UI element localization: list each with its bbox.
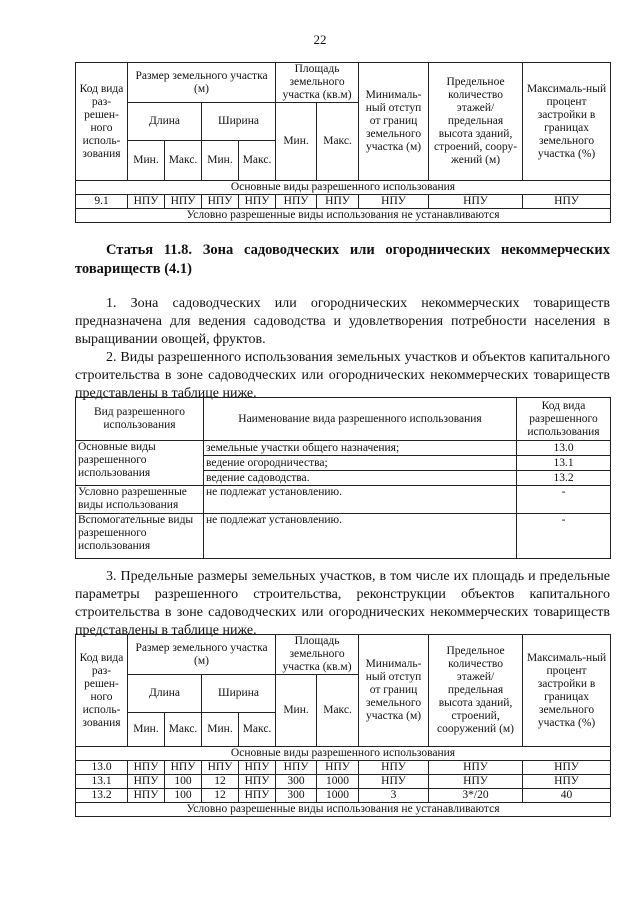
header-length-min: Мин. — [128, 141, 165, 181]
table-row — [76, 441, 611, 456]
table-cell: 3*/20 — [429, 789, 523, 803]
header-length: Длина — [128, 103, 202, 141]
table-cell: земельные участки общего назначения; — [204, 441, 517, 456]
section-main-heading: Основные виды разрешенного использования — [76, 181, 611, 195]
header-setback: Минималь-ный отступ от границ земельного участка (м) — [359, 63, 429, 181]
table-cell: НПУ — [239, 789, 276, 803]
header-coverage: Максималь-ный процент застройки в границах земельного участка (%) — [523, 635, 611, 747]
table-cell: НПУ — [128, 195, 165, 209]
table-cell: НПУ — [317, 195, 359, 209]
header-area-max: Макс. — [317, 103, 359, 181]
table-cell: 40 — [523, 789, 611, 803]
table-cell: 100 — [165, 775, 202, 789]
table-cell: НПУ — [429, 761, 523, 775]
header-use-code: Код вида разрешенного использования — [517, 398, 611, 441]
page-number: 22 — [313, 32, 327, 47]
header-area-max: Макс. — [317, 675, 359, 747]
header-length-min: Мин. — [128, 713, 165, 747]
header-coverage: Максималь-ный процент застройки в границах земельного участка (%) — [523, 63, 611, 181]
auxiliary-uses-label: Вспомогательные виды разрешенного использования — [76, 514, 204, 559]
header-width-max: Макс. — [239, 713, 276, 747]
table-cell: НПУ — [429, 195, 523, 209]
table-cell: 12 — [202, 789, 239, 803]
parameters-table-top — [75, 62, 611, 223]
table-cell: 13.0 — [517, 441, 611, 456]
header-width-min: Мин. — [202, 713, 239, 747]
section-conditional-heading: Условно разрешенные виды использования не устанавливаются — [76, 803, 611, 817]
header-floors: Предельное количество этажей/ предельная высота зданий, строений, сооружений (м) — [429, 635, 523, 747]
paragraph-2: 2. Виды разрешенного использования земельных участков и объектов капитального строительства в зоне садоводческих или огороднических некоммерческих товариществ представлены в таблице ниже. — [75, 350, 610, 401]
table-cell: НПУ — [359, 761, 429, 775]
table-cell: ведение садоводства. — [204, 471, 517, 486]
permitted-uses-table — [75, 397, 611, 559]
table-cell: 13.1 — [76, 775, 128, 789]
paragraph-1: 1. Зона садоводческих или огороднических некоммерческих товариществ предназначена для ведения садоводства и удовлетворения потребности населения в выращивании овощей, фруктов. — [75, 296, 610, 347]
paragraph-3: 3. Предельные размеры земельных участков, в том числе их площадь и предельные параметры разрешенного строительства, реконструкции объектов капитального строительства в зоне садоводческих или огороднических некоммерческих товариществ представлены в таблице ниже. — [75, 569, 610, 638]
table-row — [76, 761, 611, 775]
table-cell: НПУ — [202, 761, 239, 775]
table-row — [76, 195, 611, 209]
table-cell: 13.2 — [517, 471, 611, 486]
table-cell: 9.1 — [76, 195, 128, 209]
section-main-heading: Основные виды разрешенного использования — [76, 747, 611, 761]
table-row — [76, 775, 611, 789]
table-cell: НПУ — [165, 195, 202, 209]
table-cell: 300 — [276, 775, 317, 789]
table-row — [76, 789, 611, 803]
parameters-table-bottom — [75, 634, 611, 817]
table-cell: 300 — [276, 789, 317, 803]
table-cell: 13.2 — [76, 789, 128, 803]
section-conditional-heading: Условно разрешенные виды использования не устанавливаются — [76, 209, 611, 223]
header-length-max: Макс. — [165, 141, 202, 181]
article-title: Статья 11.8. Зона садоводческих или огороднических некоммерческих товариществ (4.1) — [75, 242, 610, 277]
table-cell: 100 — [165, 789, 202, 803]
table-cell: НПУ — [202, 195, 239, 209]
main-uses-label: Основные виды разрешенного использования — [76, 441, 204, 486]
table-cell: - — [517, 486, 611, 514]
table-cell: не подлежат установлению. — [204, 514, 517, 559]
table-cell: 12 — [202, 775, 239, 789]
header-width-min: Мин. — [202, 141, 239, 181]
table-cell: 13.0 — [76, 761, 128, 775]
header-size: Размер земельного участка (м) — [128, 635, 276, 675]
table-cell: НПУ — [239, 761, 276, 775]
header-width: Ширина — [202, 103, 276, 141]
header-area: Площадь земельного участка (кв.м) — [276, 63, 359, 103]
header-use-name: Наименование вида разрешенного использования — [204, 398, 517, 441]
table-cell: НПУ — [128, 761, 165, 775]
header-area: Площадь земельного участка (кв.м) — [276, 635, 359, 675]
article-heading — [75, 241, 610, 279]
table-cell: - — [517, 514, 611, 559]
table-cell: 1000 — [317, 775, 359, 789]
table-cell: ведение огородничества; — [204, 456, 517, 471]
header-width-max: Макс. — [239, 141, 276, 181]
table-cell: НПУ — [523, 775, 611, 789]
table-row — [76, 514, 611, 559]
header-setback: Минималь-ный отступ от границ земельного участка (м) — [359, 635, 429, 747]
conditional-uses-label: Условно разрешенные виды использования — [76, 486, 204, 514]
table-cell: НПУ — [523, 195, 611, 209]
header-floors: Предельное количество этажей/ предельная высота зданий, строений, соору-жений (м) — [429, 63, 523, 181]
table-cell: НПУ — [317, 761, 359, 775]
table-cell: 13.1 — [517, 456, 611, 471]
table-cell: не подлежат установлению. — [204, 486, 517, 514]
table-cell: НПУ — [429, 775, 523, 789]
header-code: Код вида раз-решен-ного исполь-зования — [76, 63, 128, 181]
table-cell: 3 — [359, 789, 429, 803]
table-row — [76, 486, 611, 514]
table-cell: НПУ — [165, 761, 202, 775]
table-cell: НПУ — [523, 761, 611, 775]
table-cell: НПУ — [276, 761, 317, 775]
table-cell: НПУ — [359, 195, 429, 209]
header-length: Длина — [128, 675, 202, 713]
table-cell: НПУ — [239, 195, 276, 209]
table-cell: НПУ — [239, 775, 276, 789]
table-cell: НПУ — [276, 195, 317, 209]
header-length-max: Макс. — [165, 713, 202, 747]
header-size: Размер земельного участка (м) — [128, 63, 276, 103]
header-use-type: Вид разрешенного использования — [76, 398, 204, 441]
table-cell: НПУ — [128, 775, 165, 789]
header-area-min: Мин. — [276, 103, 317, 181]
header-code: Код вида раз-решен-ного исполь-зования — [76, 635, 128, 747]
table-cell: НПУ — [359, 775, 429, 789]
table-cell: 1000 — [317, 789, 359, 803]
header-width: Ширина — [202, 675, 276, 713]
table-cell: НПУ — [128, 789, 165, 803]
header-area-min: Мин. — [276, 675, 317, 747]
